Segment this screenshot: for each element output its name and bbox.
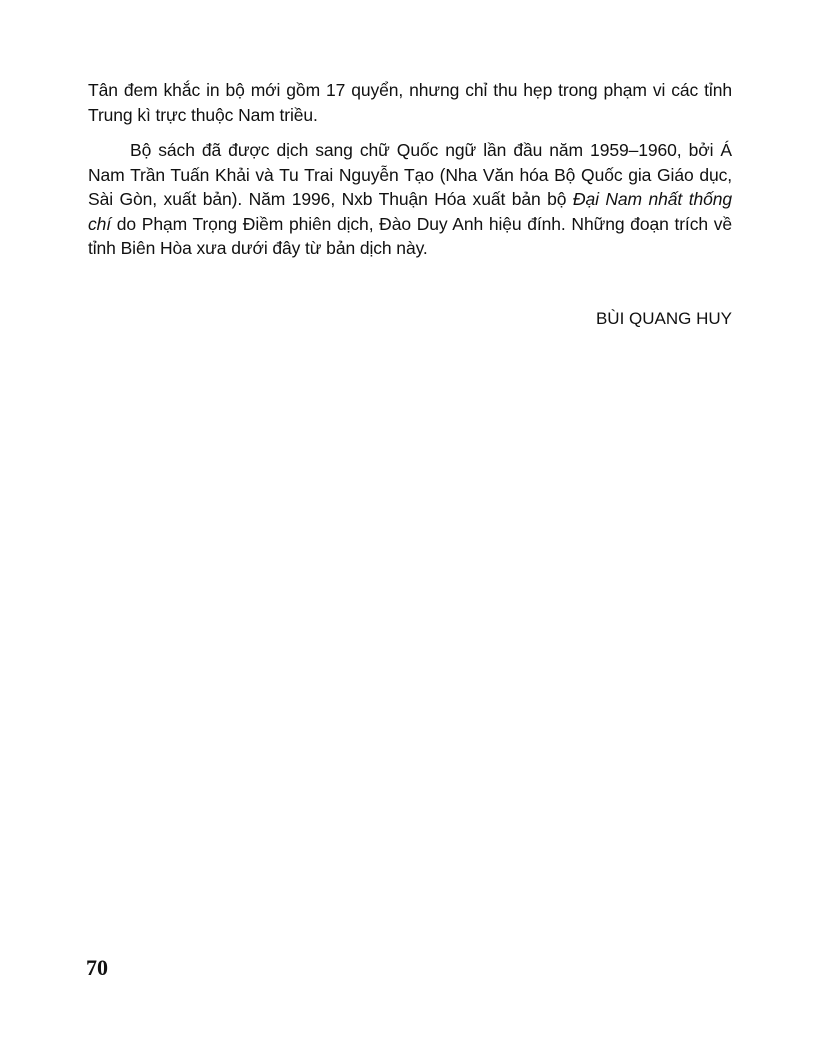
main-paragraph — [88, 138, 732, 261]
main-paragraph-text-start: Bộ sách đã được dịch sang chữ Quốc ngữ lần đầu năm 1959–1960, bởi Á Nam Trần Tuấn Khải và Tu Trai Nguyễn Tạo (Nha Văn hóa Bộ Quốc gia Giáo dục, Sài Gòn, xuất bản). Năm 1996, Nxb Thuận Hóa xuất bản bộ — [88, 140, 732, 209]
book-title: Đại Nam nhất thống chí — [88, 189, 732, 234]
author-signature: BÙI QUANG HUY — [595, 309, 732, 328]
continuation-paragraph: Tân đem khắc in bộ mới gồm 17 quyển, nhưng chỉ thu hẹp trong phạm vi các tỉnh Trung kì trực thuộc Nam triều. — [88, 80, 732, 125]
page-number: 70 — [86, 955, 108, 980]
main-paragraph-text-end: do Phạm Trọng Điềm phiên dịch, Đào Duy Anh hiệu đính. Những đoạn trích về tỉnh Biên Hòa xưa dưới đây từ bản dịch này. — [88, 213, 732, 258]
body-text — [88, 78, 732, 261]
